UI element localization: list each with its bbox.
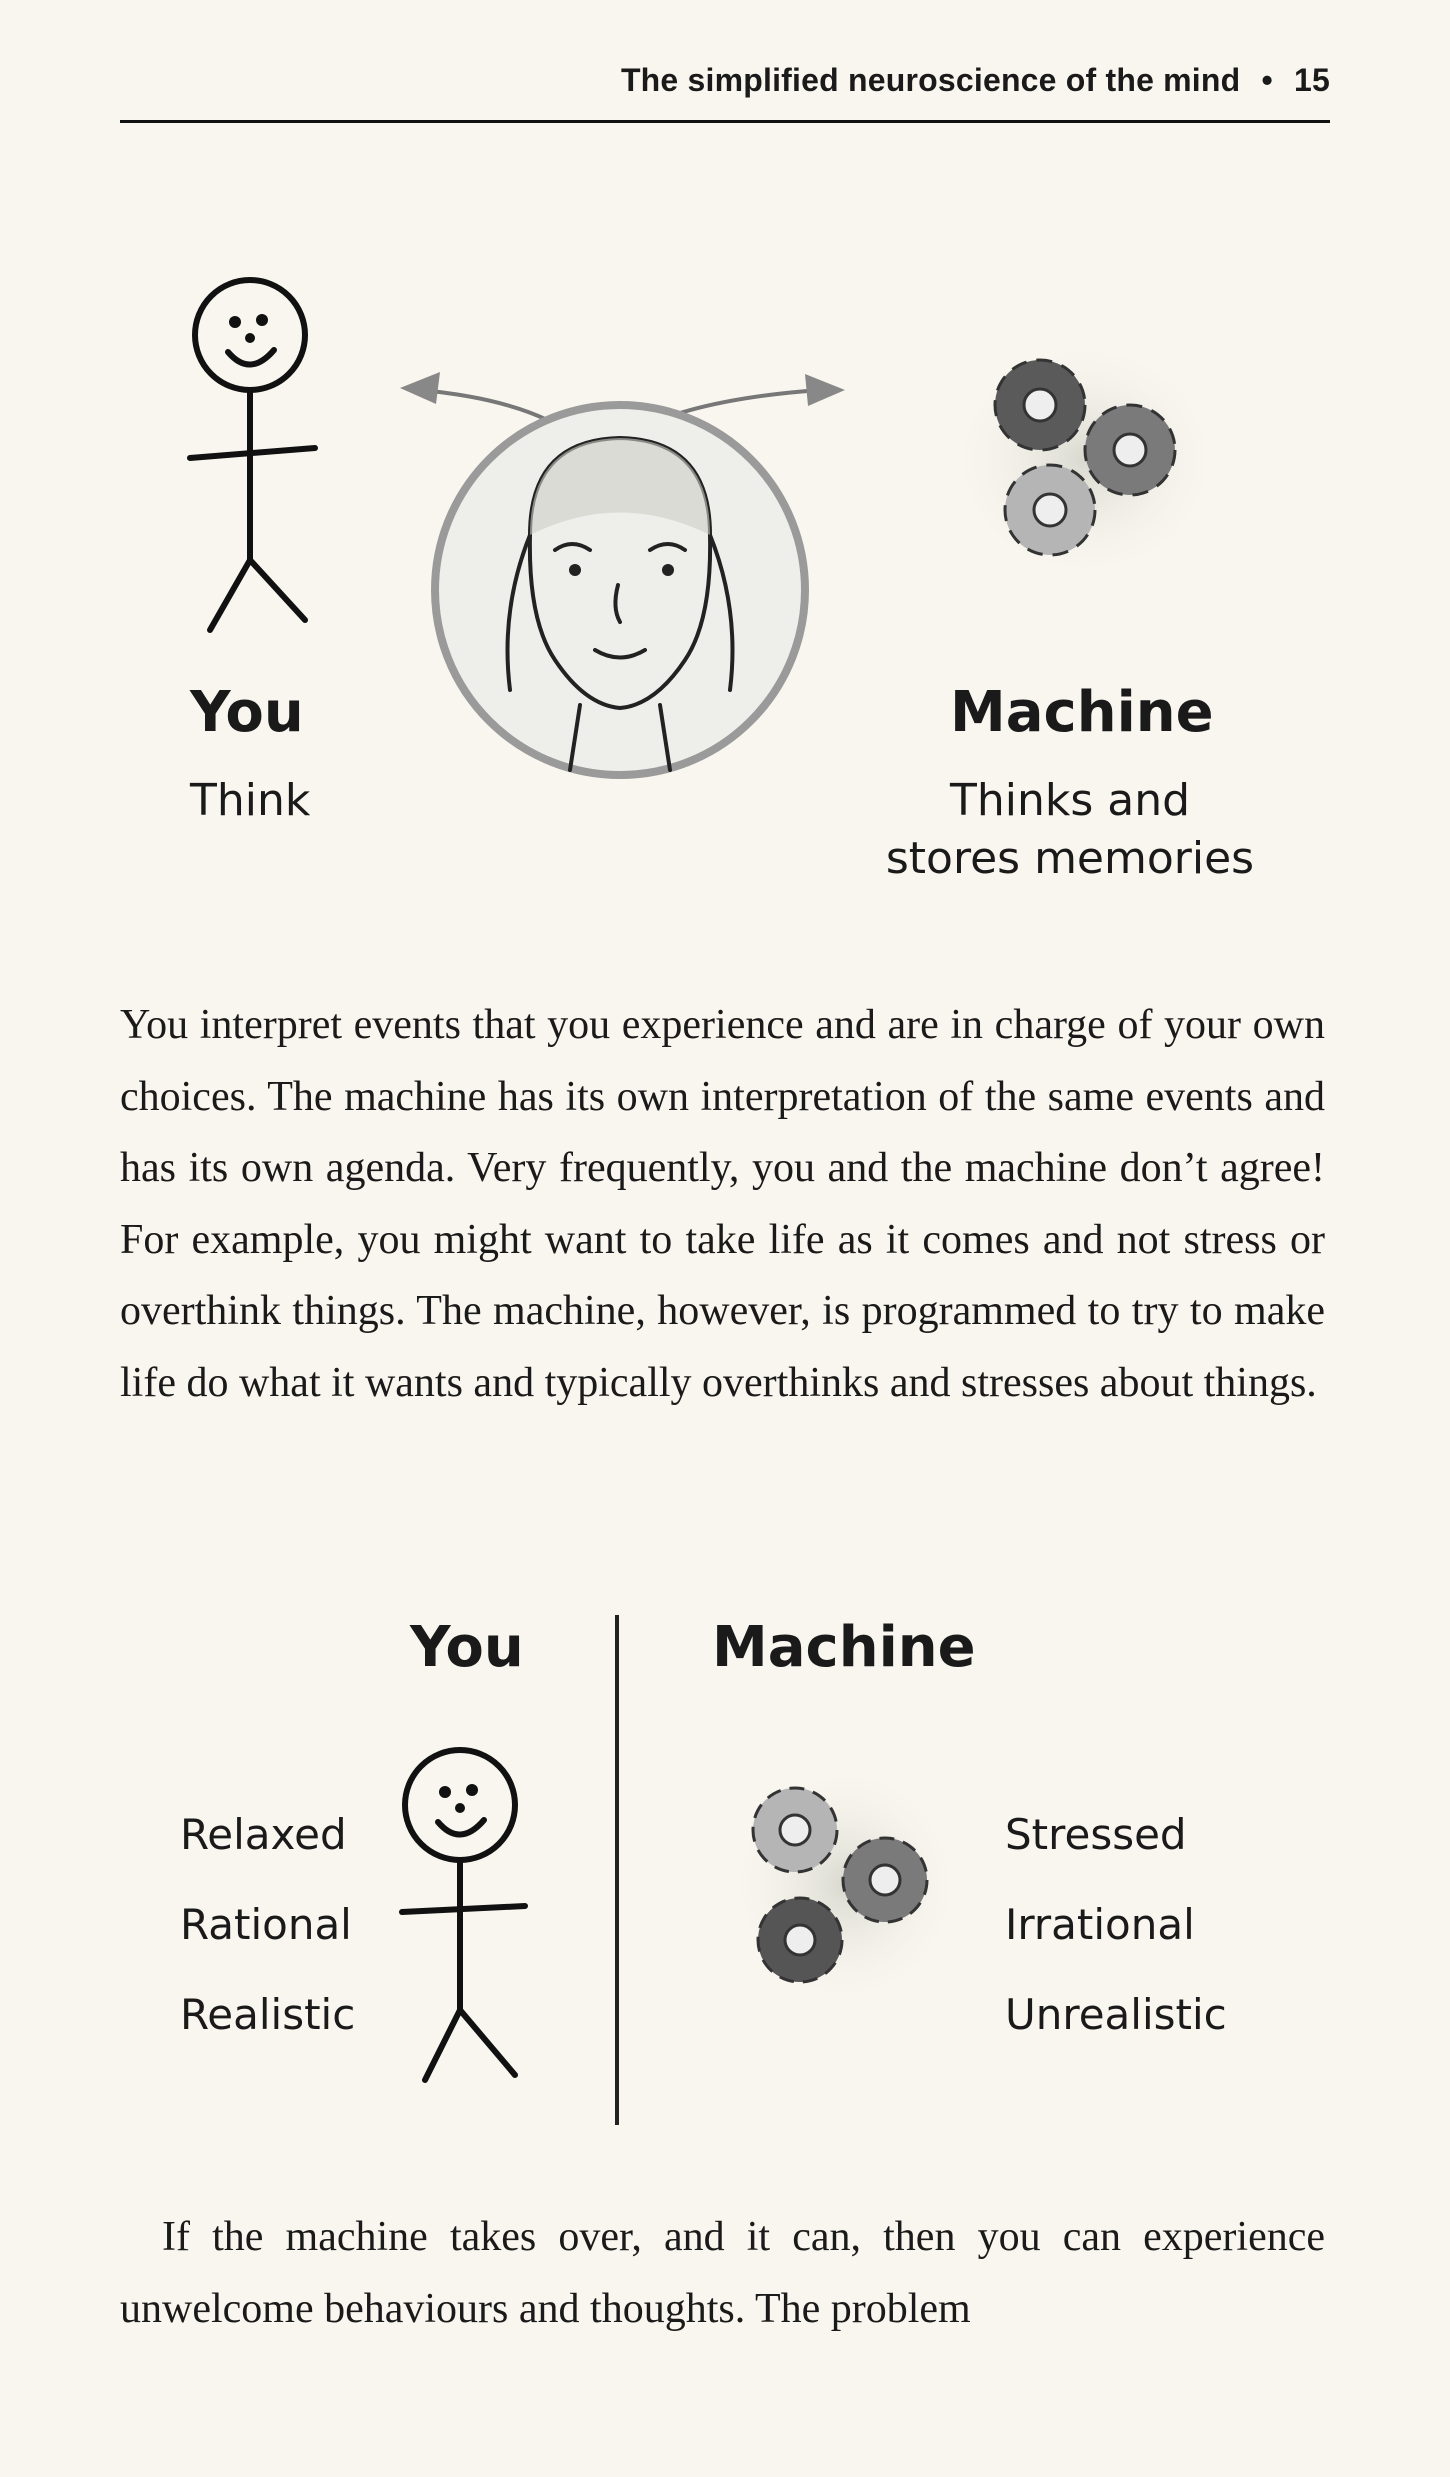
gears-top-icon xyxy=(945,335,1225,585)
header-separator: • xyxy=(1261,62,1273,98)
comparison-you-heading: You xyxy=(410,1615,524,1680)
body-paragraph-2 xyxy=(120,2202,1325,2345)
machine-caption-line2: stores memories xyxy=(885,833,1255,884)
comparison-machine-heading: Machine xyxy=(712,1615,976,1680)
machine-trait-1: Stressed xyxy=(1005,1810,1187,1859)
machine-trait-2: Irrational xyxy=(1005,1900,1195,1949)
page-number: 15 xyxy=(1294,62,1330,98)
machine-caption-line1: Thinks and xyxy=(949,775,1191,826)
body-paragraph-1 xyxy=(120,990,1325,1419)
machine-label: Machine xyxy=(950,680,1214,745)
machine-caption xyxy=(870,772,1270,888)
you-trait-3: Realistic xyxy=(180,1990,356,2039)
machine-trait-3: Unrealistic xyxy=(1005,1990,1227,2039)
paragraph-2-text: If the machine takes over, and it can, then you can experience unwelcome behaviours and thoughts. The problem xyxy=(120,2214,1325,2332)
comparison-divider xyxy=(615,1615,619,2125)
stick-figure-top-icon xyxy=(180,270,340,650)
you-label: You xyxy=(190,680,304,745)
you-caption: Think xyxy=(190,775,311,826)
running-header xyxy=(120,62,1330,99)
header-rule xyxy=(120,120,1330,123)
head-illustration-icon xyxy=(380,360,860,780)
running-title: The simplified neuroscience of the mind xyxy=(620,62,1241,98)
gears-bottom-icon xyxy=(725,1760,965,2010)
you-trait-1: Relaxed xyxy=(180,1810,347,1859)
paragraph-1-text: You interpret events that you experience and are in charge of your own choices. The machine has its own interpretation of the same events and has its own agenda. Very frequently, you and the machine don’t agree! For example, you might want to take life as it comes and not stress or overthink things. The machine, however, is programmed to try to make life do what it wants and typically overthinks and stresses about things. xyxy=(120,1002,1325,1406)
stick-figure-bottom-icon xyxy=(390,1740,540,2100)
you-trait-2: Rational xyxy=(180,1900,352,1949)
